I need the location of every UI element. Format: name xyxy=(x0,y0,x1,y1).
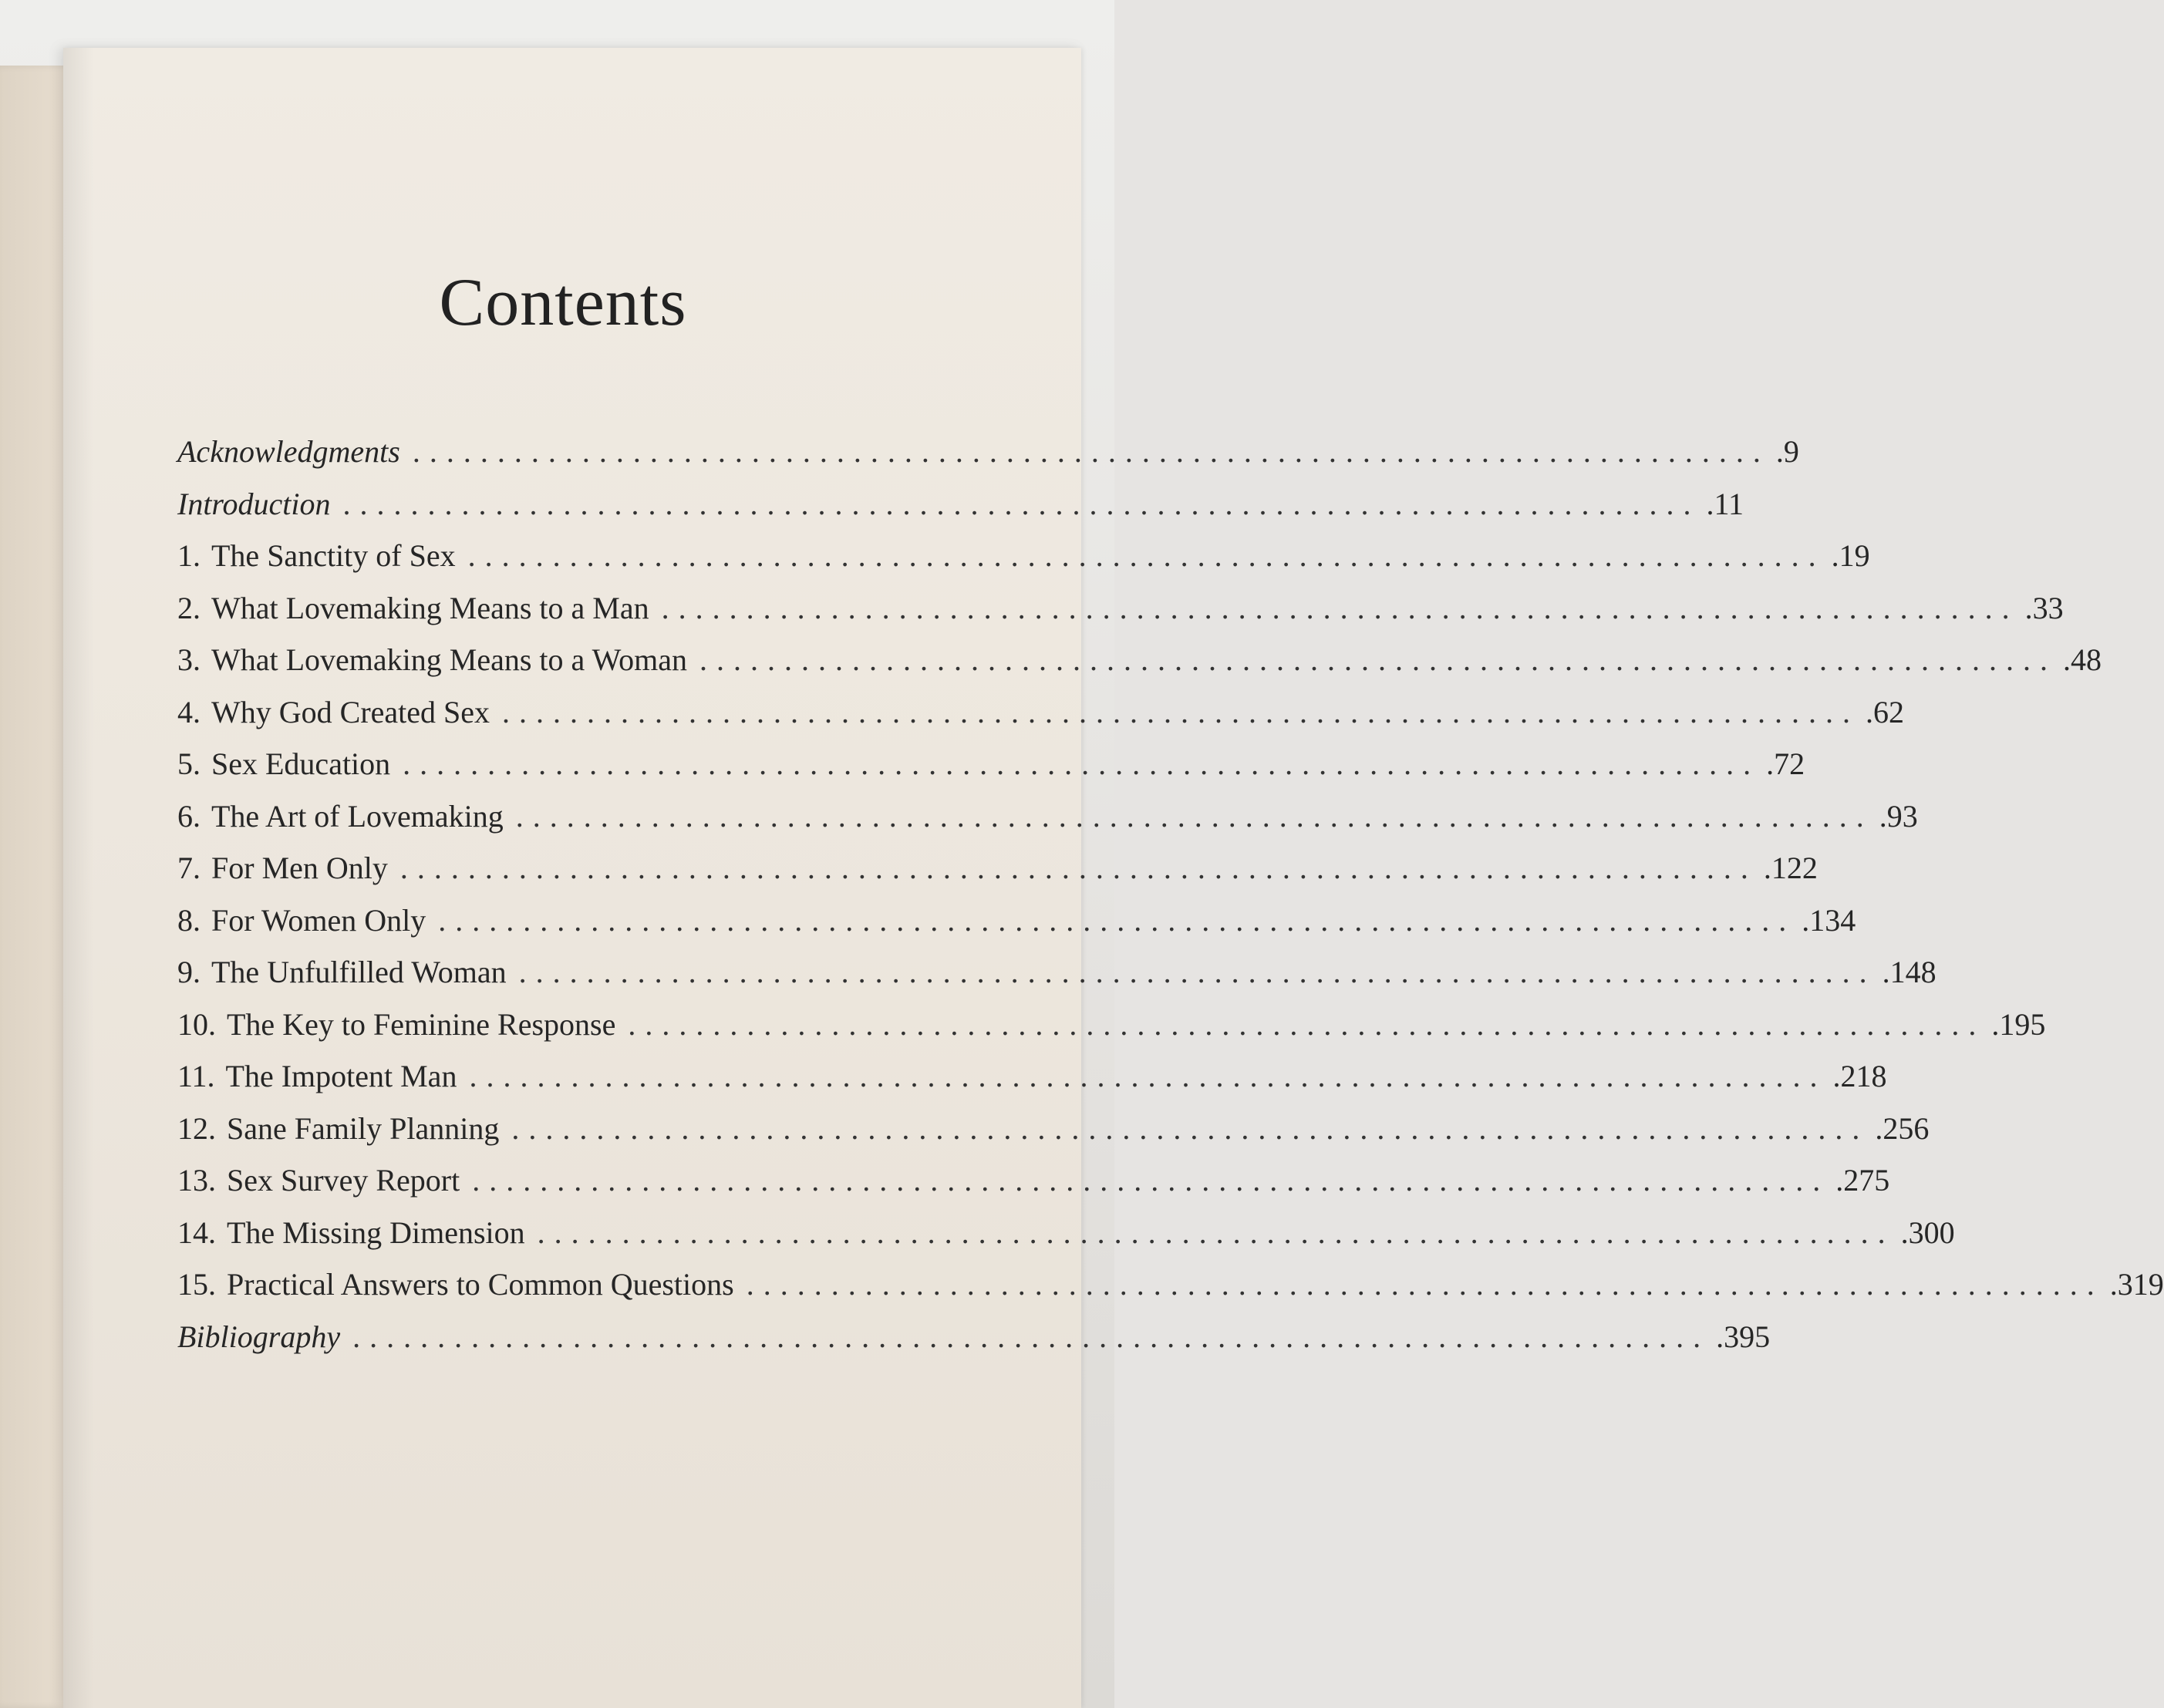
toc-entry-page: .19 xyxy=(1831,538,1870,573)
book-page xyxy=(63,48,2164,1708)
dot-leader: ................................................................................ xyxy=(628,1006,1986,1042)
dot-leader: ................................................................................ xyxy=(469,1059,1827,1093)
toc-entry-page: .218 xyxy=(1832,1059,1887,1093)
toc-entry xyxy=(177,746,1805,782)
toc-entry-label: The Art of Lovemaking xyxy=(211,798,504,834)
chapter-number: 1. xyxy=(177,538,201,573)
toc-entry xyxy=(177,642,2102,678)
toc-entry-label: Acknowledgments xyxy=(177,434,400,469)
toc-entry-page: .48 xyxy=(2063,642,2102,677)
toc-entry xyxy=(177,1162,1890,1198)
chapter-number: 15. xyxy=(177,1267,216,1302)
toc-entry-page: .256 xyxy=(1875,1110,1930,1146)
toc-entry-label: For Women Only xyxy=(211,902,426,938)
toc-entry-page: .395 xyxy=(1716,1319,1771,1354)
chapter-number: 13. xyxy=(177,1163,216,1198)
dot-leader: ................................................................................ xyxy=(472,1163,1830,1198)
toc-entry xyxy=(177,1319,1771,1355)
chapter-number: 3. xyxy=(177,642,201,677)
chapter-number: 9. xyxy=(177,955,201,989)
toc-entry-page: .72 xyxy=(1766,746,1805,781)
toc-entry xyxy=(177,537,1870,574)
chapter-number: 5. xyxy=(177,746,201,781)
toc-entry-page: .134 xyxy=(1802,902,1856,938)
dot-leader: ................................................................................ xyxy=(515,798,1873,834)
toc-entry xyxy=(177,486,1744,522)
toc-entry-page: .11 xyxy=(1706,486,1744,521)
chapter-number: 6. xyxy=(177,798,201,834)
toc-entry-label: The Impotent Man xyxy=(225,1059,457,1093)
toc-entry xyxy=(177,954,1936,990)
dot-leader: ................................................................................ xyxy=(399,851,1758,885)
toc-entry xyxy=(177,1110,1930,1147)
toc-entry-page: .319 xyxy=(2109,1267,2164,1302)
toc-entry-label: The Unfulfilled Woman xyxy=(211,955,507,989)
toc-entry-label: What Lovemaking Means to a Woman xyxy=(211,642,687,677)
toc-entry-page: .148 xyxy=(1882,955,1936,989)
toc-entry xyxy=(177,433,1799,470)
page-title: Contents xyxy=(439,265,687,340)
toc-entry-page: .93 xyxy=(1879,798,1918,834)
chapter-number: 4. xyxy=(177,694,201,729)
toc-entry-label: Sane Family Planning xyxy=(227,1110,500,1146)
dot-leader: ................................................................................ xyxy=(661,590,2019,625)
dot-leader: ................................................................................ xyxy=(403,746,1761,781)
dot-leader: ................................................................................ xyxy=(511,1110,1869,1146)
toc-entry xyxy=(177,1006,2046,1043)
toc-entry xyxy=(177,590,2064,626)
toc-entry-label: Sex Survey Report xyxy=(227,1163,460,1198)
toc-entry-label: For Men Only xyxy=(211,851,388,885)
toc-entry-page: .300 xyxy=(1900,1214,1955,1250)
dot-leader: ................................................................................ xyxy=(746,1267,2104,1302)
toc-entry-label: Sex Education xyxy=(211,746,391,781)
dot-leader: ................................................................................ xyxy=(467,538,1825,573)
chapter-number: 8. xyxy=(177,902,201,938)
dot-leader: ................................................................................ xyxy=(342,486,1701,521)
chapter-number: 11. xyxy=(177,1059,215,1093)
toc-entry-page: .62 xyxy=(1866,694,1905,729)
toc-entry-label: Introduction xyxy=(177,486,331,521)
toc-entry xyxy=(177,1266,2164,1302)
toc-entry-label: Practical Answers to Common Questions xyxy=(227,1267,734,1302)
toc-entry-page: .195 xyxy=(1991,1006,2046,1042)
table-of-contents xyxy=(63,48,2164,1708)
toc-entry xyxy=(177,902,1856,938)
toc-entry-page: .122 xyxy=(1763,851,1818,885)
chapter-number: 10. xyxy=(177,1006,216,1042)
toc-entry-label: The Key to Feminine Response xyxy=(227,1006,616,1042)
dot-leader: ................................................................................ xyxy=(352,1319,1711,1354)
dot-leader: ................................................................................ xyxy=(518,955,1876,989)
dot-leader: ................................................................................ xyxy=(502,694,1860,729)
toc-entry xyxy=(177,798,1918,834)
dot-leader: ................................................................................ xyxy=(412,434,1770,469)
toc-entry-page: .33 xyxy=(2024,590,2064,625)
toc-entry-label: Bibliography xyxy=(177,1319,341,1354)
toc-entry-page: .9 xyxy=(1775,434,1799,469)
chapter-number: 14. xyxy=(177,1214,216,1250)
toc-entry-label: The Missing Dimension xyxy=(227,1214,525,1250)
chapter-number: 2. xyxy=(177,590,201,625)
toc-entry xyxy=(177,694,1905,730)
dot-leader: ................................................................................ xyxy=(699,642,2057,677)
chapter-number: 7. xyxy=(177,851,201,885)
toc-entry-label: The Sanctity of Sex xyxy=(211,538,456,573)
dot-leader: ................................................................................ xyxy=(438,902,1796,938)
toc-entry xyxy=(177,1058,1887,1094)
dot-leader: ................................................................................ xyxy=(537,1214,1895,1250)
toc-entry-page: .275 xyxy=(1835,1163,1890,1198)
toc-entry xyxy=(177,850,1818,886)
toc-entry-label: Why God Created Sex xyxy=(211,694,490,729)
toc-entry xyxy=(177,1214,1955,1251)
chapter-number: 12. xyxy=(177,1110,216,1146)
toc-entry-label: What Lovemaking Means to a Man xyxy=(211,590,649,625)
